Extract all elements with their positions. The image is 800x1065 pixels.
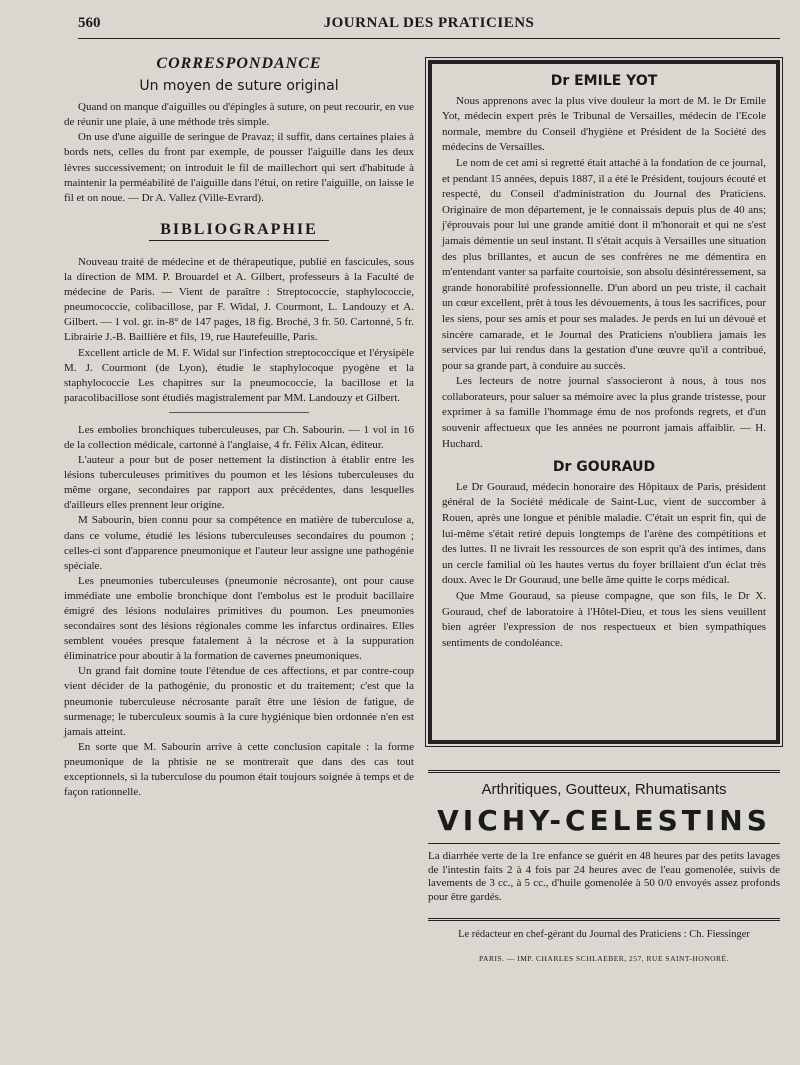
biblio-paragraph: En sorte que M. Sabourin arrive à cette conclusion capitale : la forme pneumonique de la phtisie ne se montrerait que dans des cas tout exceptionnels, si la tuberculose du poumon était toujours soignée à temps et de façon rationnelle. <box>64 740 414 799</box>
obituary-title: Dr GOURAUD <box>552 459 656 476</box>
ad-text: La diarrhée verte de la 1re enfance se guérit en 48 heures par des petits lavages de l'intestin faits 2 à 4 fois par 24 heures avec de l'eau gomenolée, suivis de lavements de 3 cc., à 5 cc., d'huile gomenolée à 50 0/0 envoyés assez profonds pour être gardés. <box>428 850 780 903</box>
biblio-paragraph: M Sabourin, bien connu pour sa compétence en matière de tuberculose a, dans ce volume, étudié les lésions tuberculeuses secondaires du poumon ; celles-ci sont d'apparence pneumonique et l'auteur leur assigne une pathogénie spéciale. <box>64 514 414 572</box>
right-column <box>428 60 780 963</box>
divider <box>428 843 780 844</box>
obituary-paragraph: Les lecteurs de notre journal s'associeront à nous, à tous nos collaborateurs, pour saluer sa mémoire avec la plus grande tristesse, pour exprimer à sa famille l'hommage ému de nos profonds regrets, et d'un souvenir affectueux que les années ne pourront jamais affaiblir. — H. Huchard. <box>442 375 766 450</box>
obituary-title: Dr EMILE YOT <box>550 73 658 89</box>
obituary-paragraph: Le Dr Gouraud, médecin honoraire des Hôpitaux de Paris, président général de la Société médicale de Saint-Luc, vient de succomber à Rouen, après une longue et pénible maladie. C'était un esprit fin, qui de lui-même s'était retiré depuis longtemps de l'arène des compétitions et des luttes. Il ne livrait les ressources de son esprit qu'à des intimes, dans un cercle familial où les hautes vertus du foyer brillaient d'un éclat très doux. Avec le Dr Gouraud, une belle âme quitte le corps médical. <box>442 480 766 587</box>
correspondance-title: Un moyen de suture original <box>139 78 339 95</box>
correspondance-heading: CORRESPONDANCE <box>156 55 322 72</box>
correspondance-paragraph: On use d'une aiguille de seringue de Pravaz; il suffit, dans certaines plaies à bords nets, celles du front par exemple, de pousser l'aiguille dans les deux lèvres successivement; on introduit le fil de maillechort qui sert d'habitude à maintenir la perméabilité de l'aiguille dans l'étui, on retire l'aiguille, on laisse le fil et on noue. — Dr A. Vallez (Ville-Evrard). <box>64 131 414 204</box>
bibliographie-heading: BIBLIOGRAPHIE <box>64 222 414 241</box>
biblio-paragraph: L'auteur a pour but de poser nettement la distinction à établir entre les lésions tuberculeuses primitives du poumon et les lésions tuberculeuses du même organe, secondaires par rapport aux précédentes, dans lesquelles d'ailleurs elles prennent leur origine. <box>64 454 414 512</box>
biblio-paragraph: Nouveau traité de médecine et de thérapeutique, publié en fascicules, sous la direction de MM. P. Brouardel et A. Gilbert, professeurs à la Faculté de médecine de Paris. — Vient de paraître : Streptococcie, staphylococcie, pneumococcie, colibacillose, par F. Widal, J. Courmont, L. Landouzy et A. Gilbert. — 1 vol. gr. in-8° de 147 pages, 18 fig. Broché, 3 fr. 50. Cartonné, 5 fr. Librairie J.-B. Baillière et fils, 19, rue Hautefeuille, Paris. <box>64 255 414 344</box>
obituary-paragraph: Que Mme Gouraud, sa pieuse compagne, que son fils, le Dr X. Gouraud, chef de laboratoire à l'Hôtel-Dieu, et tous les siens veuillent bien agréer l'expression de nos respectueux et bien sympathiques sentiments de condoléance. <box>442 590 766 649</box>
imprint-line: PARIS. — IMP. CHARLES SCHLAEBER, 257, RUE SAINT-HONORÉ. <box>479 954 729 963</box>
page-number: 560 <box>78 15 101 31</box>
ad-tagline: Arthritiques, Goutteux, Rhumatisants <box>481 781 727 798</box>
correspondance-paragraph: Quand on manque d'aiguilles ou d'épingles à suture, on peut recourir, en vue de réunir une plaie, à une méthode très simple. <box>64 101 414 129</box>
obituary-box <box>428 60 780 744</box>
page-header <box>78 14 780 39</box>
journal-title: JOURNAL DES PRATICIENS <box>323 15 535 31</box>
biblio-paragraph: Un grand fait domine toute l'étendue de ces affections, et par contre-coup vient décider de la pathogénie, du pronostic et du traitement; c'est que la pneumonie tuberculeuse nécrosante paraît être une lésion de fatigue, de surmenage; le tuberculeux soumis à la cure hygiénique bien ordonnée n'en est jamais atteint. <box>64 665 414 738</box>
divider <box>428 770 780 773</box>
ad-brand: VICHY-CELESTINS <box>437 804 771 837</box>
biblio-paragraph: Les pneumonies tuberculeuses (pneumonie nécrosante), ont pour cause immédiate une embolie bronchique dont l'embolus est le produit bacillaire émigré des lésions nodulaires primitives du poumon. Les pneumonies secondaires sont des lésions régionales comme les infarctus ordinaires. Elles semblent vouées presque fatalement à la nécrose et à la suppuration éliminatrice pour aboutir à la formation de cavernes pneumoniques. <box>64 574 414 663</box>
editor-line: Le rédacteur en chef-gérant du Journal des Praticiens : Ch. Fiessinger <box>428 918 780 940</box>
obituary-paragraph: Le nom de cet ami si regretté était attaché à la fondation de ce journal, et pendant 15 années, depuis 1887, il a été le Président, toujours écouté et respecté, du Conseil d'administration du Journal des Praticiens. Originaire de mon département, je le connaissais depuis plus de 40 ans; j'éprouvais pour lui une grande amitié dont il m'honorait et qui ne s'est jamais démentie un seul instant. Il s'était acquis à Versailles une situation des plus brillantes, et aucun de ses confrères ne me démentira en m'entendant vanter sa parfaite courtoisie, son absolu désintéressement, sa grande honorabilité professionnelle. D'un abord un peu triste, il cachait un cœur excellent, prêt à tous les dévouements, à tous les sacrifices, pour les siens, pour ses amis et pour ses malades. Je perds en lui un dévoué et sincère camarade, et le Journal des Praticiens n'oubliera jamais les services par lui rendus dans la gestation d'une œuvre qu'il a contribué, pour sa grande part, à conduire au succès. <box>442 156 766 372</box>
advertisement <box>428 770 780 904</box>
biblio-paragraph: Les embolies bronchiques tuberculeuses, par Ch. Sabourin. — 1 vol in 16 de la collection médicale, cartonné à l'anglaise, 4 fr. Félix Alcan, éditeur. <box>64 423 414 451</box>
left-column <box>64 56 414 800</box>
biblio-paragraph: Excellent article de M. F. Widal sur l'infection streptococcique et l'érysipèle M. J. Courmont (de Lyon), étudie le staphylocoque pyogène et la staphylococcie Les chapitres sur la pneumococcie, la bacillose et la paracolibacillose sont étudiés magistralement par MM. Landouzy et Gilbert. <box>64 346 414 404</box>
obituary-paragraph: Nous apprenons avec la plus vive douleur la mort de M. le Dr Emile Yot, médecin expert près le Tribunal de Versailles, médecin de l'Ecole normale, membre du Conseil d'hygiène et Président de la Société des médecins de Versailles. <box>442 94 766 154</box>
